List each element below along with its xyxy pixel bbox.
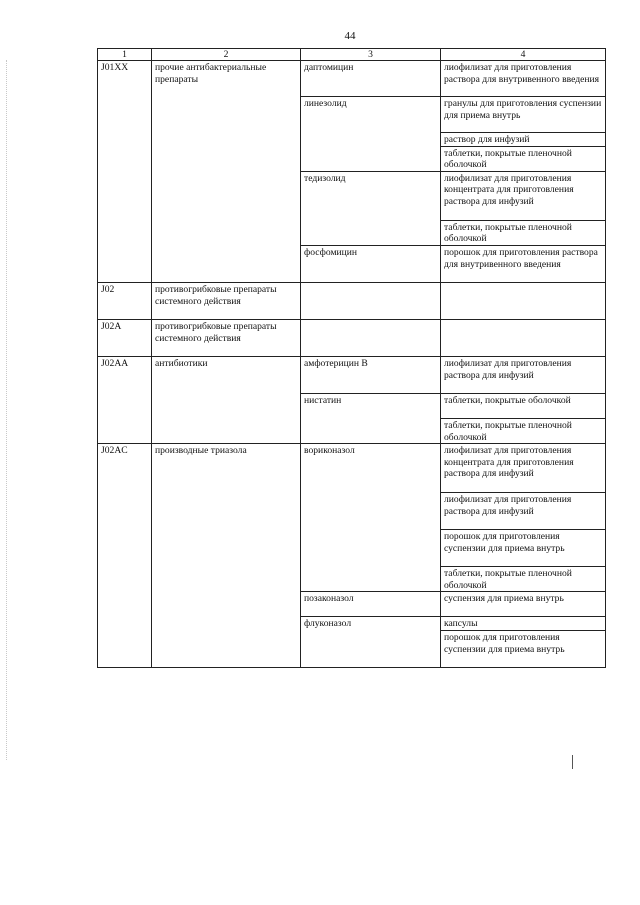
header-row: [98, 49, 606, 61]
dosage-form: суспензия для приема внутрь: [441, 592, 606, 617]
drug-name: амфотерицин В: [301, 356, 441, 393]
dosage-form-empty: [441, 282, 606, 319]
dosage-form: таблетки, покрытые оболочкой: [441, 393, 606, 418]
group-name: противогрибковые препараты системного действия: [152, 282, 301, 319]
dosage-form: лиофилизат для приготовления раствора для инфузий: [441, 493, 606, 530]
atc-code: J02AA: [98, 356, 152, 443]
dosage-form: лиофилизат для приготовления раствора для внутривенного введения: [441, 61, 606, 97]
drug-name: даптомицин: [301, 61, 441, 97]
header-col-4: 4: [441, 49, 606, 61]
group-name: противогрибковые препараты системного действия: [152, 319, 301, 356]
drug-name: вориконазол: [301, 444, 441, 592]
group-name: антибиотики: [152, 356, 301, 443]
dosage-form: таблетки, покрытые пленочной оболочкой: [441, 146, 606, 171]
dosage-form: раствор для инфузий: [441, 133, 606, 147]
dosage-form: лиофилизат для приготовления раствора для инфузий: [441, 356, 606, 393]
dosage-form: лиофилизат для приготовления концентрата для приготовления раствора для инфузий: [441, 444, 606, 493]
atc-code: J02AC: [98, 444, 152, 668]
drug-name: флуконазол: [301, 617, 441, 668]
atc-code: J01XX: [98, 61, 152, 283]
page-number: 44: [344, 30, 356, 42]
drug-name-empty: [301, 282, 441, 319]
drug-name: линезолид: [301, 97, 441, 172]
table-row: [98, 319, 606, 356]
drug-table: [97, 48, 606, 668]
header-col-3: 3: [301, 49, 441, 61]
header-col-2: 2: [152, 49, 301, 61]
drug-name: фосфомицин: [301, 245, 441, 282]
scan-artifact-left: [6, 60, 8, 760]
group-name: прочие антибактериальные препараты: [152, 61, 301, 283]
drug-name: нистатин: [301, 393, 441, 443]
drug-name: позаконазол: [301, 592, 441, 617]
table-row: [98, 61, 606, 97]
dosage-form: порошок для приготовления суспензии для приема внутрь: [441, 630, 606, 667]
dosage-form: лиофилизат для приготовления концентрата для приготовления раствора для инфузий: [441, 171, 606, 220]
dosage-form: порошок для приготовления суспензии для приема внутрь: [441, 530, 606, 567]
dosage-form: капсулы: [441, 617, 606, 631]
dosage-form-empty: [441, 319, 606, 356]
table-row: [98, 282, 606, 319]
group-name: производные триазола: [152, 444, 301, 668]
dosage-form: порошок для приготовления раствора для внутривенного введения: [441, 245, 606, 282]
dosage-form: гранулы для приготовления суспензии для приема внутрь: [441, 97, 606, 133]
atc-code: J02: [98, 282, 152, 319]
drug-name: тедизолид: [301, 171, 441, 245]
drug-name-empty: [301, 319, 441, 356]
dosage-form: таблетки, покрытые пленочной оболочкой: [441, 418, 606, 443]
dosage-form: таблетки, покрытые пленочной оболочкой: [441, 220, 606, 245]
table-row: [98, 356, 606, 393]
scan-artifact-right: [572, 755, 573, 769]
dosage-form: таблетки, покрытые пленочной оболочкой: [441, 567, 606, 592]
atc-code: J02A: [98, 319, 152, 356]
table-row: [98, 444, 606, 493]
header-col-1: 1: [98, 49, 152, 61]
